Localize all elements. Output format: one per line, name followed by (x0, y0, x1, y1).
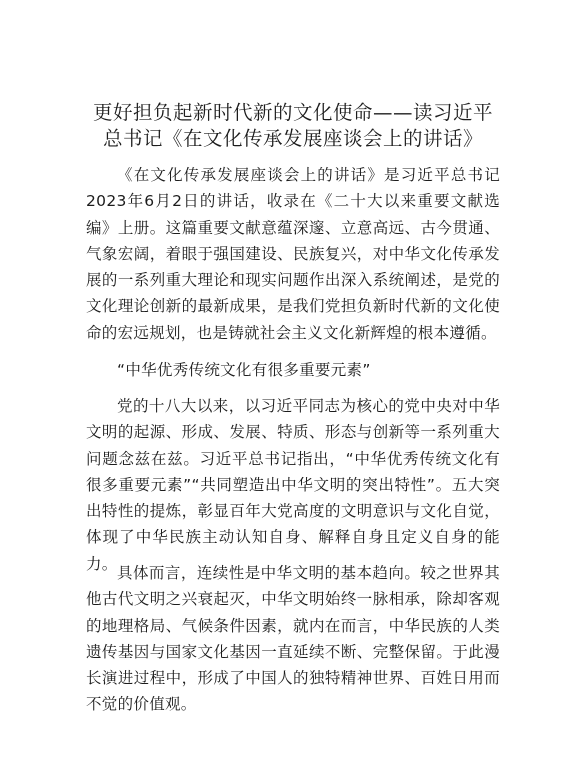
document-title-line-2: 总书记《在文化传承发展座谈会上的讲话》 (102, 127, 483, 150)
section-subheading: “中华优秀传统文化有很多重要元素” (117, 361, 371, 379)
paragraph-second: 党的十八大以来，以习近平同志为核心的党中央对中华文明的起源、形成、发展、特质、形态与创新等一系列重大问题念兹在兹。习近平总书记指出，“中华优秀传统文化有很多重要元素”“共同塑造出中华文明的突出特性”。五大突出特性的提炼，彰显百年大党高度的文明意识与文化自觉，体现了中华民族主动认知自身、解释自身且定义自身的能力。 (86, 397, 500, 573)
paragraph-third: 具体而言，连续性是中华文明的基本趋向。较之世界其他古代文明之兴衰起灭，中华文明始终一脉相承，除却客观的地理格局、气候条件因素，就内在而言，中华民族的人类遗传基因与国家文化基因一直延续不断、完整保留。于此漫长演进过程中，形成了中国人的独特精神世界、百姓日用而不觉的价值观。 (86, 564, 500, 714)
paragraph-intro: 《在文化传承发展座谈会上的讲话》是习近平总书记2023年6月2日的讲话，收录在《二十大以来重要文献选编》上册。这篇重要文献意蕴深邃、立意高远、古今贯通、气象宏阔，着眼于强国建设、民族复兴，对中华文化传承发展的一系列重大理论和现实问题作出深入系统阐述，是党的文化理论创新的最新成果，是我们党担负新时代新的文化使命的宏远规划，也是铸就社会主义文化新辉煌的根本遵循。 (86, 166, 500, 342)
document-title-line-1: 更好担负起新时代新的文化使命——读习近平 (92, 101, 493, 124)
